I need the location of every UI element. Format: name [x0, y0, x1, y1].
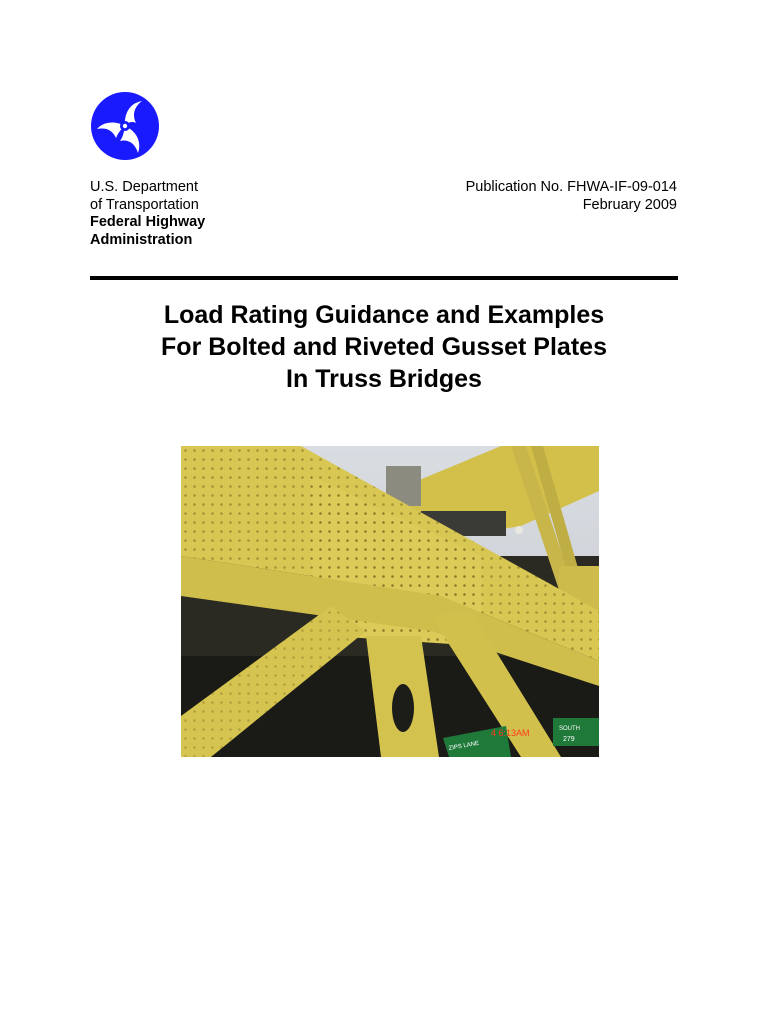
agency-block [90, 179, 205, 249]
photo-sign-right-top: SOUTH [559, 726, 580, 732]
document-title [90, 299, 678, 395]
usdot-logo [90, 91, 160, 161]
truss-gusset-illustration [181, 446, 599, 757]
photo-sign-left: ZIPS LANE [448, 740, 480, 752]
usdot-triskelion-icon [90, 91, 160, 161]
title-line-3: In Truss Bridges [286, 365, 482, 393]
agency-line-3: Federal Highway [90, 214, 206, 230]
publication-info [466, 179, 677, 214]
agency-line-2: of Transportation [90, 196, 199, 213]
title-line-2: For Bolted and Riveted Gusset Plates [161, 333, 607, 361]
publication-number: Publication No. FHWA-IF-09-014 [465, 179, 677, 195]
publication-date: February 2009 [582, 196, 677, 213]
photo-sign-right-route: 279 [563, 736, 575, 743]
title-line-1: Load Rating Guidance and Examples [163, 301, 605, 329]
divider-rule [90, 276, 678, 280]
agency-line-4: Administration [90, 231, 193, 248]
photo-timestamp: 4 6:13AM [491, 728, 530, 738]
agency-line-1: U.S. Department [90, 179, 198, 195]
truss-bridge-photo [181, 446, 599, 757]
